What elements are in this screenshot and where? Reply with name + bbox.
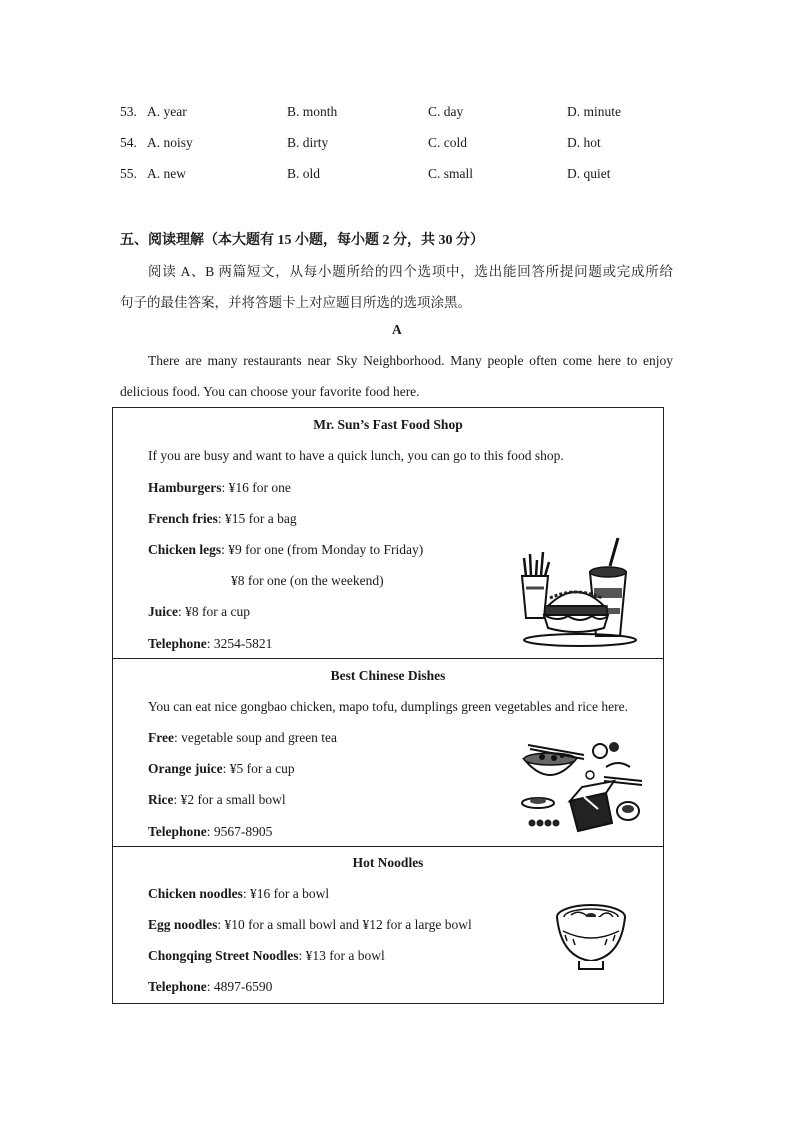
shop-description: If you are busy and want to have a quick lunch, you can go to this food shop. — [148, 448, 564, 463]
juice-price — [148, 604, 250, 620]
chinese-dishes-illustration-icon — [518, 737, 648, 837]
item-value: : 3254-5821 — [206, 636, 273, 651]
item-label: Chicken noodles — [148, 886, 243, 901]
chicken-noodles-price — [148, 886, 329, 902]
shop-title: Mr. Sun’s Fast Food Shop — [313, 417, 463, 432]
chinese-dishes-box — [112, 658, 664, 847]
item-value: : ¥16 for a bowl — [242, 886, 330, 901]
section-heading: 五、阅读理解（本大题有 15 小题，每小题 2 分，共 30 分） — [120, 233, 484, 248]
telephone — [148, 636, 272, 652]
noodle-bowl-illustration-icon — [553, 889, 629, 985]
item-value: : ¥15 for a bag — [217, 511, 297, 526]
instructions-line-2: 句子的最佳答案，并将答题卡上对应题目所选的选项涂黑。 — [120, 295, 471, 310]
item-value: : 9567-8905 — [206, 824, 273, 839]
option-a: A. new — [147, 166, 186, 181]
item-value: : ¥8 for a cup — [178, 604, 250, 619]
item-label: Juice — [148, 604, 178, 619]
item-label: Telephone — [148, 636, 207, 651]
chongqing-noodles-price — [148, 948, 385, 964]
option-c: C. day — [428, 104, 464, 119]
option-row-54 — [120, 135, 680, 155]
fast-food-illustration-icon — [518, 536, 643, 648]
item-label: Chongqing Street Noodles — [148, 948, 299, 963]
item-value: : ¥16 for one — [221, 480, 291, 495]
intro-line-2: delicious food. You can choose your favorite food here. — [120, 384, 420, 399]
option-a: A. noisy — [147, 135, 193, 150]
option-b: B. old — [287, 166, 321, 181]
hot-noodles-box — [112, 846, 664, 1004]
item-label: Free — [148, 730, 174, 745]
telephone — [148, 824, 272, 840]
option-d: D. hot — [567, 135, 601, 150]
orange-juice-price — [148, 761, 295, 777]
chicken-legs-price — [148, 542, 423, 558]
question-number: 54. — [120, 135, 137, 150]
telephone — [148, 979, 272, 995]
fries-price — [148, 511, 297, 527]
item-label: Telephone — [148, 979, 207, 994]
item-value: : 4897-6590 — [206, 979, 273, 994]
egg-noodles-price — [148, 917, 472, 933]
option-b: B. dirty — [287, 135, 329, 150]
item-value: : ¥13 for a bowl — [298, 948, 385, 963]
intro-line-1: There are many restaurants near Sky Neighborhood. Many people often come here to enjoy — [148, 353, 673, 368]
item-label: Hamburgers — [148, 480, 222, 495]
fast-food-shop-box — [112, 407, 664, 659]
item-label: French fries — [148, 511, 218, 526]
option-c: C. cold — [428, 135, 467, 150]
option-row-55 — [120, 166, 680, 186]
instructions-line-1: 阅读 A、B 两篇短文，从每小题所给的四个选项中，选出能回答所提问题或完成所给 — [148, 264, 673, 279]
question-number: 55. — [120, 166, 137, 181]
chicken-legs-weekend-price: ¥8 for one (on the weekend) — [231, 573, 384, 588]
passage-letter: A — [392, 322, 402, 337]
item-label: Rice — [148, 792, 174, 807]
item-label: Egg noodles — [148, 917, 218, 932]
item-value: : ¥5 for a cup — [222, 761, 295, 776]
item-value: : ¥2 for a small bowl — [173, 792, 286, 807]
item-value: : vegetable soup and green tea — [173, 730, 338, 745]
shop-title: Best Chinese Dishes — [330, 668, 446, 683]
shop-description: You can eat nice gongbao chicken, mapo tofu, dumplings green vegetables and rice here. — [148, 699, 628, 714]
hamburgers-price — [148, 480, 291, 496]
option-b: B. month — [287, 104, 338, 119]
item-label: Chicken legs — [148, 542, 222, 557]
shop-title: Hot Noodles — [352, 855, 424, 870]
rice-price — [148, 792, 286, 808]
option-c: C. small — [428, 166, 474, 181]
item-value: : ¥9 for one (from Monday to Friday) — [221, 542, 424, 557]
option-d: D. minute — [567, 104, 621, 119]
option-d: D. quiet — [567, 166, 611, 181]
option-row-53 — [120, 104, 680, 124]
item-value: : ¥10 for a small bowl and ¥12 for a large bowl — [217, 917, 472, 932]
question-number: 53. — [120, 104, 137, 119]
item-label: Telephone — [148, 824, 207, 839]
free-items — [148, 730, 337, 746]
item-label: Orange juice — [148, 761, 223, 776]
option-a: A. year — [147, 104, 187, 119]
